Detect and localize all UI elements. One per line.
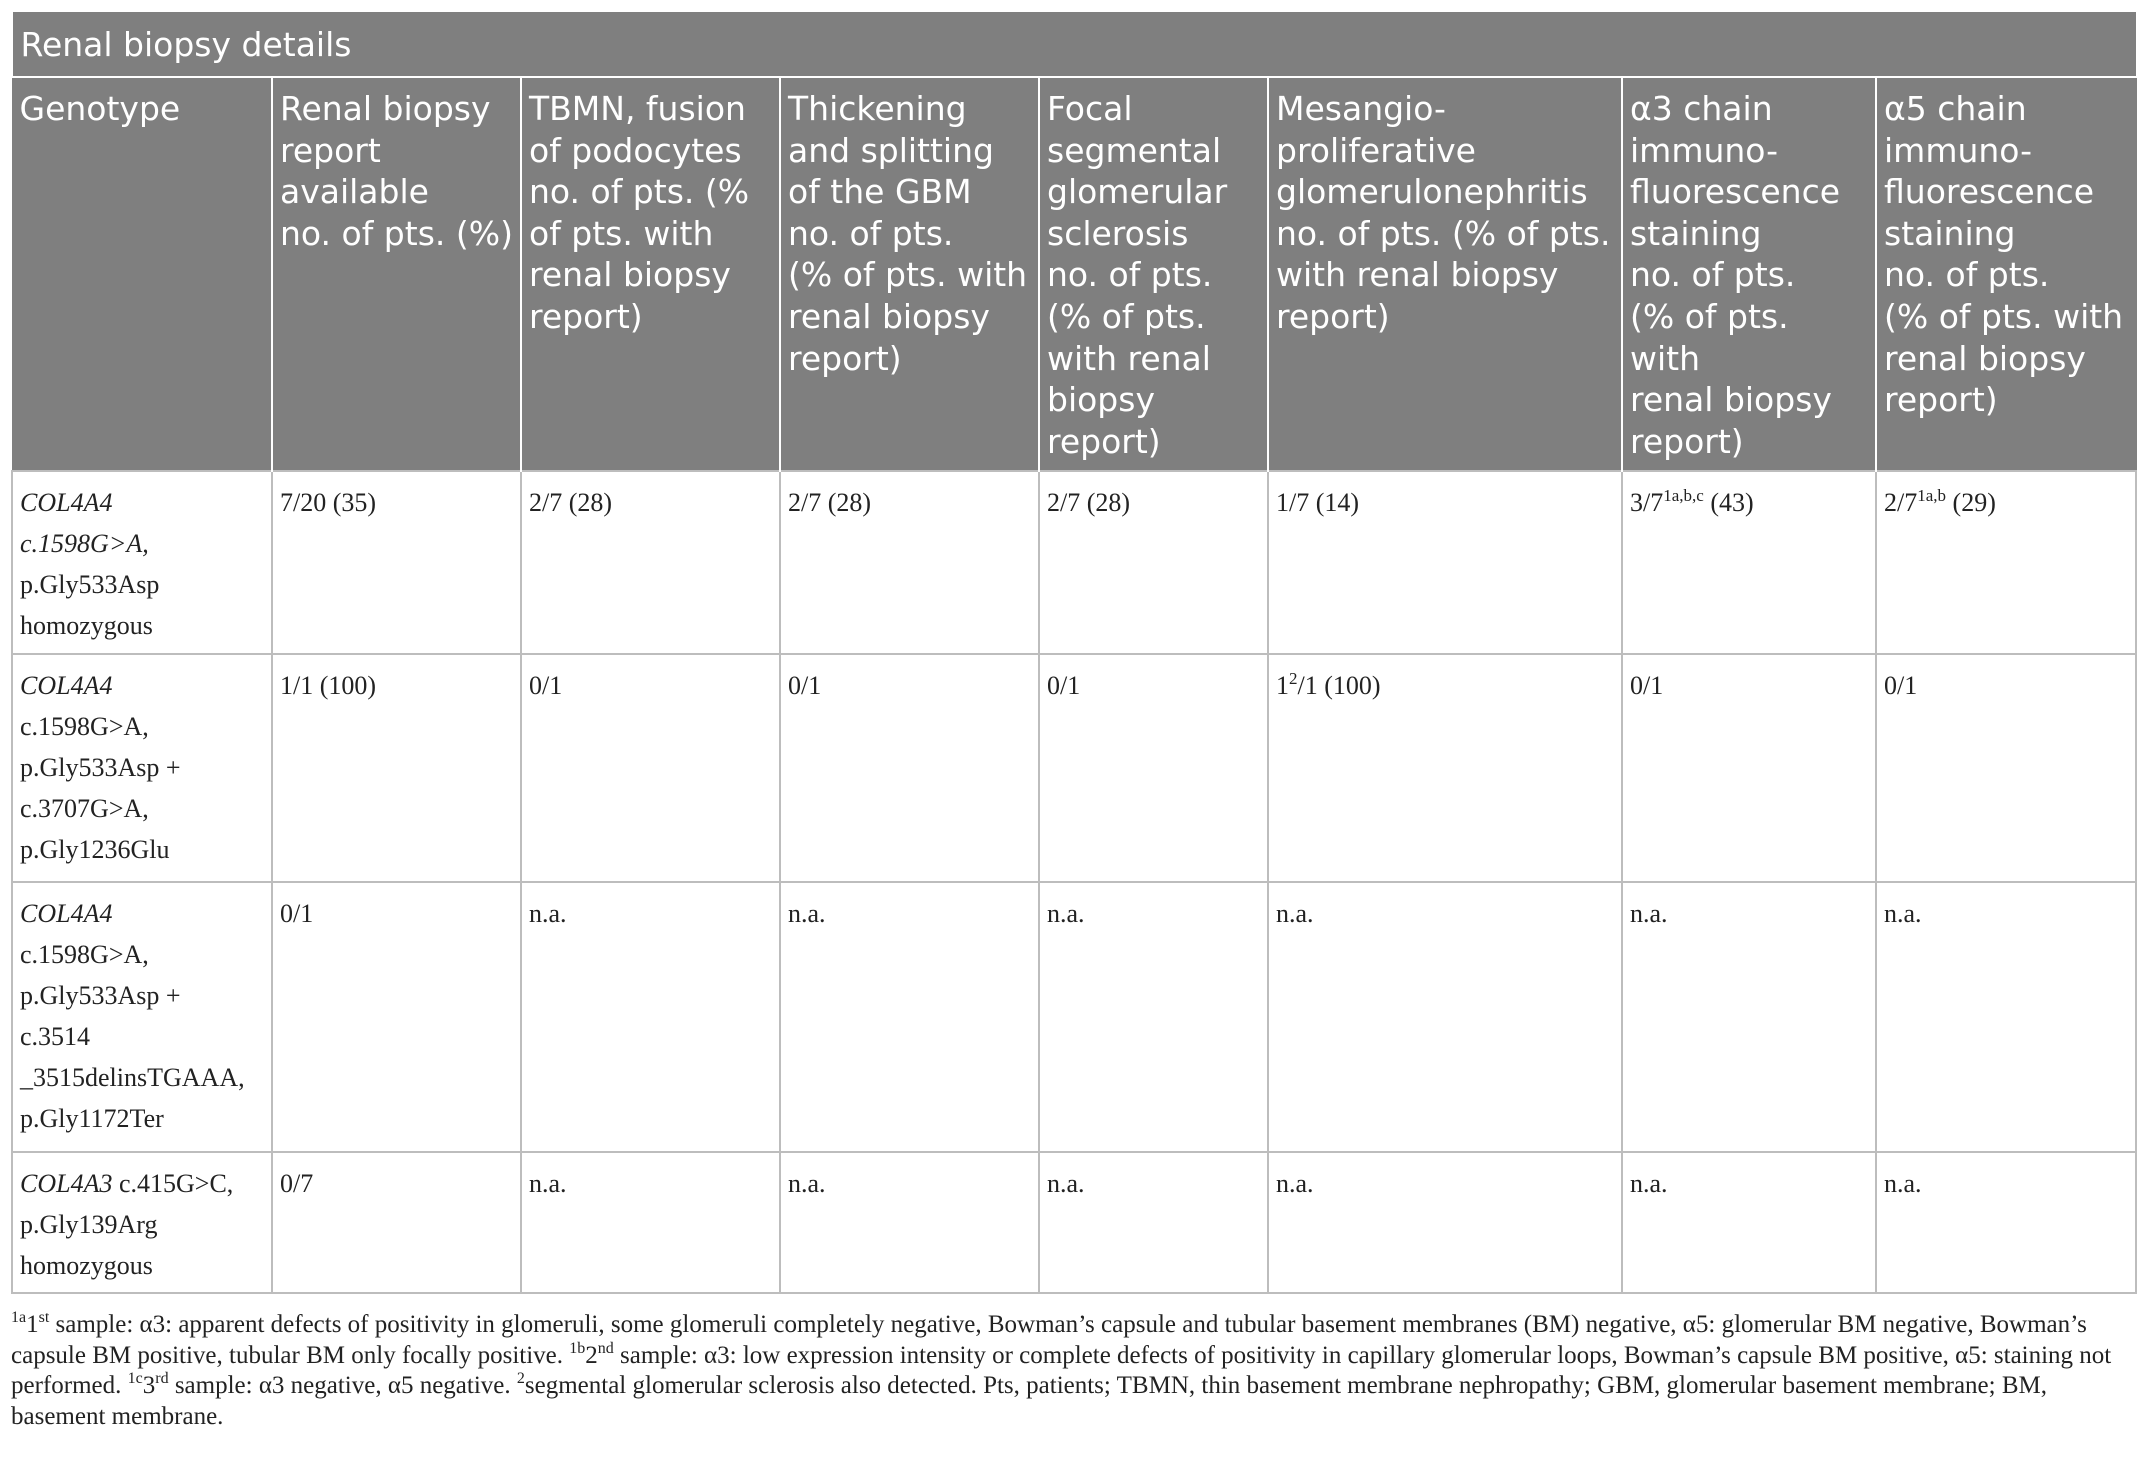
- table-row: [12, 471, 2136, 654]
- footnote-1c-mark: 1c: [127, 1370, 143, 1387]
- column-header-line: of pts. with: [529, 213, 714, 253]
- gene-name: COL4A4: [20, 671, 113, 701]
- fsgs-cell: n.a.: [1039, 882, 1268, 1152]
- column-header: [1622, 77, 1876, 471]
- column-header-line: staining: [1630, 213, 1762, 253]
- gbm-thickening-cell: n.a.: [780, 1152, 1039, 1293]
- genotype-cell: [12, 1152, 272, 1293]
- column-header-line: fluorescence: [1884, 172, 2095, 212]
- tbmn-cell: n.a.: [521, 1152, 780, 1293]
- column-header: [1876, 77, 2136, 471]
- column-header-line: TBMN, fusion: [529, 89, 746, 128]
- column-header-line: Mesangio-: [1276, 89, 1446, 128]
- column-header-line: no. of pts. (%: [529, 172, 750, 212]
- fsgs-cell: 2/7 (28): [1039, 471, 1268, 654]
- column-header: [780, 77, 1039, 471]
- alpha3-staining-cell: n.a.: [1622, 1152, 1876, 1293]
- genotype-cell: [12, 654, 272, 882]
- column-header-line: renal biopsy: [788, 296, 990, 336]
- column-header-line: immuno-: [1630, 130, 1779, 170]
- column-header-line: α5 chain: [1884, 89, 2027, 128]
- tbmn-cell: 0/1: [521, 654, 780, 882]
- alpha3-staining-cell-footnote-mark: 1a,b,c: [1663, 486, 1704, 506]
- column-header-line: report): [1047, 421, 1161, 461]
- column-header: [521, 77, 780, 471]
- column-header-line: no. of pts.: [788, 213, 954, 253]
- footnote-1b-text: sample: α3: low expression intensity or complete defects of positivity in capillary glomerular loops, Bowman’s capsule BM positive, α5: staining not performed.: [11, 1341, 2112, 1399]
- renal-biopsy-table-container: [11, 11, 2135, 1294]
- column-header: [1039, 77, 1268, 471]
- column-header-line: no. of pts.: [1047, 255, 1213, 295]
- mesangio-cell-percent: /1 (100): [1297, 671, 1381, 701]
- column-header-line: segmental: [1047, 130, 1222, 170]
- column-header-line: (% of pts. with: [1630, 296, 1789, 378]
- table-title-row: [12, 12, 2136, 78]
- column-header-line: no. of pts. (% of pts.: [1276, 213, 1611, 253]
- column-header-line: biopsy: [1047, 380, 1155, 420]
- table-header-row: [12, 77, 2136, 471]
- alpha3-staining-cell-percent: (43): [1703, 488, 1754, 518]
- column-header-line: (% of pts.: [1047, 296, 1206, 336]
- alpha3-staining-cell: n.a.: [1622, 882, 1876, 1152]
- table-row: [12, 654, 2136, 882]
- genotype-cell: [12, 882, 272, 1152]
- column-header-line: report: [280, 130, 381, 170]
- column-header-line: report): [1630, 421, 1744, 461]
- column-header-line: Genotype: [19, 89, 181, 128]
- column-header-line: glomerulonephritis: [1276, 172, 1588, 212]
- footnote-2-mark: 2: [516, 1370, 525, 1387]
- alpha5-staining-cell: [1876, 471, 2136, 654]
- alpha5-staining-cell: 0/1: [1876, 654, 2136, 882]
- alpha3-staining-cell: 0/1: [1622, 654, 1876, 882]
- footnote-2-text: segmental glomerular sclerosis also detected. Pts, patients; TBMN, thin basement membrane nephropathy; GBM, glomerular basement membrane; BM, basement membrane.: [11, 1372, 2047, 1430]
- fsgs-cell: 0/1: [1039, 654, 1268, 882]
- genotype-line: p.Gly533Asp +: [20, 753, 181, 783]
- column-header-line: with renal: [1047, 338, 1211, 378]
- mesangio-cell: 1/7 (14): [1268, 471, 1622, 654]
- column-header-line: renal biopsy: [1630, 380, 1832, 420]
- column-header-line: of the GBM: [788, 172, 972, 212]
- column-header-line: no. of pts.: [1884, 255, 2050, 295]
- mesangio-cell: [1268, 654, 1622, 882]
- alpha5-staining-cell: n.a.: [1876, 1152, 2136, 1293]
- fsgs-cell: n.a.: [1039, 1152, 1268, 1293]
- genotype-line: _3515delinsTGAAA,: [20, 1063, 245, 1093]
- column-header-line: immuno-: [1884, 130, 2033, 170]
- footnote-1c-text: sample: α3 negative, α5 negative.: [168, 1372, 517, 1399]
- genotype-variant: c.415G>C,: [112, 1169, 234, 1199]
- footnote-1a-ordinal: st: [38, 1309, 50, 1326]
- column-header-line: report): [788, 338, 902, 378]
- mesangio-cell: n.a.: [1268, 882, 1622, 1152]
- biopsy-available-cell: 0/7: [272, 1152, 521, 1293]
- genotype-line: p.Gly139Arg: [20, 1210, 158, 1240]
- column-header: [1268, 77, 1622, 471]
- column-header-line: Focal: [1047, 89, 1133, 128]
- alpha5-staining-cell-percent: (29): [1946, 488, 1996, 518]
- genotype-line: p.Gly1172Ter: [20, 1104, 164, 1134]
- renal-biopsy-table: [11, 11, 2137, 1294]
- column-header-line: no. of pts. (%): [280, 213, 513, 253]
- mesangio-cell: n.a.: [1268, 1152, 1622, 1293]
- gbm-thickening-cell: 0/1: [780, 654, 1039, 882]
- footnote-1c-ordinal: rd: [155, 1370, 169, 1387]
- column-header-line: available: [280, 172, 429, 212]
- gene-name: COL4A3: [20, 1169, 113, 1199]
- alpha5-staining-cell: n.a.: [1876, 882, 2136, 1152]
- column-header-line: (% of pts. with: [788, 255, 1028, 295]
- footnote-1b-num: 2: [585, 1341, 598, 1369]
- column-header-line: glomerular: [1047, 172, 1228, 212]
- footnote-1a-mark: 1a: [11, 1309, 27, 1326]
- genotype-line: c.1598G>A,: [20, 529, 149, 559]
- gbm-thickening-cell: 2/7 (28): [780, 471, 1039, 654]
- table-row: [12, 1152, 2136, 1293]
- column-header-line: report): [1276, 296, 1390, 336]
- table-row: [12, 882, 2136, 1152]
- column-header-line: (% of pts. with: [1884, 296, 2124, 336]
- mesangio-cell-value: 1: [1276, 671, 1289, 701]
- column-header-line: Thickening: [788, 89, 967, 128]
- tbmn-cell: n.a.: [521, 882, 780, 1152]
- mesangio-cell-footnote-mark: 2: [1289, 669, 1298, 689]
- alpha5-staining-cell-footnote-mark: 1a,b: [1917, 486, 1947, 506]
- column-header-line: sclerosis: [1047, 213, 1189, 253]
- genotype-line: homozygous: [20, 1251, 153, 1281]
- genotype-line: c.1598G>A,: [20, 712, 149, 742]
- genotype-cell: [12, 471, 272, 654]
- gbm-thickening-cell: n.a.: [780, 882, 1039, 1152]
- column-header-line: and splitting: [788, 130, 994, 170]
- genotype-line: [20, 893, 265, 934]
- gene-name: COL4A4: [20, 899, 113, 929]
- table-footnote: [11, 1310, 2141, 1432]
- genotype-line: p.Gly1236Glu: [20, 835, 170, 865]
- genotype-line: [20, 482, 265, 523]
- table-title: Renal biopsy details: [12, 12, 2136, 78]
- genotype-line: homozygous: [20, 611, 153, 641]
- footnote-1a-num: 1: [26, 1311, 39, 1338]
- footnote-1a-text: sample: α3: apparent defects of positivity in glomeruli, some glomeruli completely negative, Bowman’s capsule and tubular basement membranes (BM) negative, α5: glomerular BM negative, Bowman’s capsule BM positive, tubular BM only focally positive.: [11, 1311, 2087, 1369]
- column-header-line: Renal biopsy: [280, 89, 491, 128]
- footnote-1c-num: 3: [142, 1372, 156, 1399]
- column-header-line: report): [529, 296, 643, 336]
- biopsy-available-cell: 0/1: [272, 882, 521, 1152]
- column-header-line: no. of pts.: [1630, 255, 1796, 295]
- column-header-line: staining: [1884, 213, 2016, 253]
- genotype-line: c.1598G>A,: [20, 940, 149, 970]
- biopsy-available-cell: 7/20 (35): [272, 471, 521, 654]
- table-body: [12, 471, 2136, 1293]
- gene-name: COL4A4: [20, 488, 113, 518]
- column-header-line: report): [1884, 380, 1998, 420]
- alpha5-staining-cell-value: 2/7: [1884, 488, 1918, 518]
- column-header-line: fluorescence: [1630, 172, 1841, 212]
- biopsy-available-cell: 1/1 (100): [272, 654, 521, 882]
- genotype-line: [20, 1163, 265, 1204]
- alpha3-staining-cell-value: 3/7: [1630, 488, 1664, 518]
- footnote-1b-ordinal: nd: [597, 1339, 614, 1357]
- tbmn-cell: 2/7 (28): [521, 471, 780, 654]
- column-header: [272, 77, 521, 471]
- column-header-line: proliferative: [1276, 130, 1476, 170]
- footnote-1b-mark: 1b: [569, 1339, 586, 1357]
- column-header: [12, 77, 272, 471]
- column-header-line: renal biopsy: [529, 255, 731, 295]
- genotype-line: c.3707G>A,: [20, 794, 149, 824]
- alpha3-staining-cell: [1622, 471, 1876, 654]
- genotype-line: c.3514: [20, 1022, 91, 1052]
- column-header-line: of podocytes: [529, 130, 742, 170]
- genotype-line: [20, 665, 265, 706]
- column-header-line: α3 chain: [1630, 89, 1773, 128]
- genotype-line: p.Gly533Asp +: [20, 981, 181, 1011]
- column-header-line: renal biopsy: [1884, 338, 2086, 378]
- column-header-line: with renal biopsy: [1276, 255, 1559, 295]
- genotype-line: p.Gly533Asp: [20, 570, 160, 600]
